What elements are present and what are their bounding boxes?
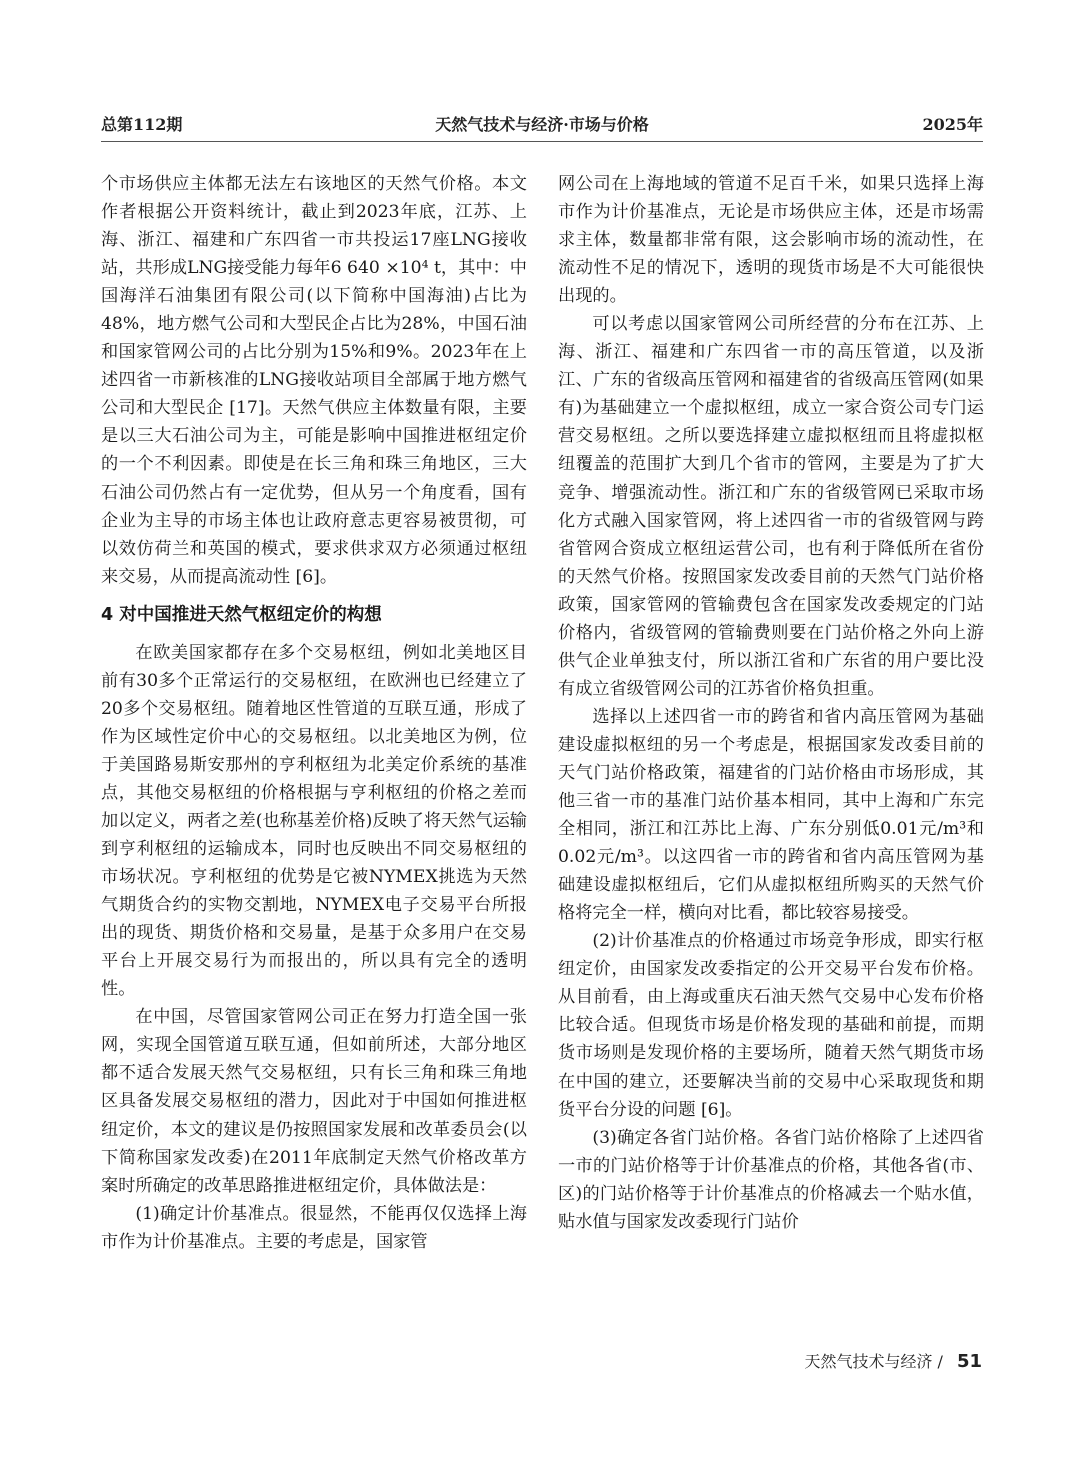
journal-section-title: 天然气技术与经济·市场与价格: [435, 115, 649, 134]
right-column: [558, 170, 984, 1236]
paragraph: 个市场供应主体都无法左右该地区的天然气价格。本文作者根据公开资料统计，截止到2023年底，江苏、上海、浙江、福建和广东四省一市共投运17座LNG接收站，共形成LNG接受能力每年6 640 ×10⁴ t，其中：中国海洋石油集团有限公司(以下简称中国海油)占比为48%，地方燃气公司和大型民企占比为28%，中国石油和国家管网公司的占比分别为15%和9%。2023年在上述四省一市新核准的LNG接收站项目全部属于地方燃气公司和大型民企 [17]。天然气供应主体数量有限，主要是以三大石油公司为主，可能是影响中国推进枢纽定价的一个不利因素。即使是在长三角和珠三角地区，三大石油公司仍然占有一定优势，但从另一个角度看，国有企业为主导的市场主体也让政府意志更容易被贯彻，可以效仿荷兰和英国的模式，要求供求双方必须通过枢纽来交易，从而提高流动性 [6]。: [101, 174, 527, 587]
section-heading: 4 对中国推进天然气枢纽定价的构想: [101, 604, 382, 625]
paragraph: 选择以上述四省一市的跨省和省内高压管网为基础建设虚拟枢纽的另一个考虑是，根据国家发改委目前的天气门站价格政策，福建省的门站价格由市场形成，其他三省一市的基准门站价基本相同，其中上海和广东完全相同，浙江和江苏比上海、广东分别低0.01元/m³和0.02元/m³。以这四省一市的跨省和省内高压管网为基础建设虚拟枢纽后，它们从虚拟枢纽所购买的天然气价格将完全一样，横向对比看，都比较容易接受。: [558, 706, 984, 924]
left-column: [101, 170, 527, 1256]
paragraph: (3)确定各省门站价格。各省门站价格除了上述四省一市的门站价格等于计价基准点的价格，其他各省(市、区)的门站价格等于计价基准点的价格减去一个贴水值，贴水值与国家发改委现行门站价: [558, 1127, 984, 1232]
paragraph: 在中国，尽管国家管网公司正在努力打造全国一张网，实现全国管道互联互通，但如前所述，大部分地区都不适合发展天然气交易枢纽，只有长三角和珠三角地区具备发展交易枢纽的潜力，因此对于中国如何推进枢纽定价，本文的建议是仍按照国家发展和改革委员会(以下简称国家发改委)在2011年底制定天然气价格改革方案时所确定的改革思路推进枢纽定价，具体做法是：: [101, 1007, 527, 1196]
paragraph: (2)计价基准点的价格通过市场竞争形成，即实行枢纽定价，由国家发改委指定的公开交易平台发布价格。从目前看，由上海或重庆石油天然气交易中心发布价格比较合适。但现货市场是价格发现的基础和前提，而期货市场则是发现价格的主要场所，随着天然气期货市场在中国的建立，还要解决当前的交易中心采取现货和期货平台分设的问题 [6]。: [558, 931, 984, 1120]
paragraph: (1)确定计价基准点。很显然，不能再仅仅选择上海市作为计价基准点。主要的考虑是，国家管: [101, 1203, 527, 1252]
paragraph: 在欧美国家都存在多个交易枢纽，例如北美地区目前有30多个正常运行的交易枢纽，在欧洲也已经建立了20多个交易枢纽。随着地区性管道的互联互通，形成了作为区域性定价中心的交易枢纽。以北美地区为例，位于美国路易斯安那州的亨利枢纽为北美定价系统的基准点，其他交易枢纽的价格根据与亨利枢纽的价格之差而加以定义，两者之差(也称基差价格)反映了将天然气运输到亨利枢纽的运输成本，同时也反映出不同交易枢纽的市场状况。亨利枢纽的优势是它被NYMEX挑选为天然气期货合约的实物交割地，NYMEX电子交易平台所报出的现货、期货价格和交易量，是基于众多用户在交易平台上开展交易行为而报出的，所以具有完全的透明性。: [101, 642, 527, 1000]
page-footer: [804, 1349, 982, 1372]
footer-journal-name: 天然气技术与经济 /: [804, 1352, 943, 1371]
paragraph: 可以考虑以国家管网公司所经营的分布在江苏、上海、浙江、福建和广东四省一市的高压管道，以及浙江、广东的省级高压管网和福建省的省级高压管网(如果有)为基础建立一个虚拟枢纽，成立一家合资公司专门运营交易枢纽。之所以要选择建立虚拟枢纽而且将虚拟枢纽覆盖的范围扩大到几个省市的管网，主要是为了扩大竞争、增强流动性。浙江和广东的省级管网已采取市场化方式融入国家管网，将上述四省一市的省级管网与跨省管网合资成立枢纽运营公司，也有利于降低所在省份的天然气价格。按照国家发改委目前的天然气门站价格政策，国家管网的管输费包含在国家发改委规定的门站价格内，省级管网的管输费则要在门站价格之外向上游供气企业单独支付，所以浙江省和广东省的用户要比没有成立省级管网公司的江苏省价格负担重。: [558, 314, 984, 699]
paragraph: 网公司在上海地域的管道不足百千米，如果只选择上海市作为计价基准点，无论是市场供应主体，还是市场需求主体，数量都非常有限，这会影响市场的流动性，在流动性不足的情况下，透明的现货市场是不大可能很快出现的。: [558, 174, 984, 307]
header-rule: [101, 141, 983, 142]
publication-year: 2025年: [922, 115, 983, 134]
running-header: [101, 112, 983, 138]
page-number: 51: [956, 1351, 982, 1372]
issue-number: 总第112期: [101, 115, 183, 134]
